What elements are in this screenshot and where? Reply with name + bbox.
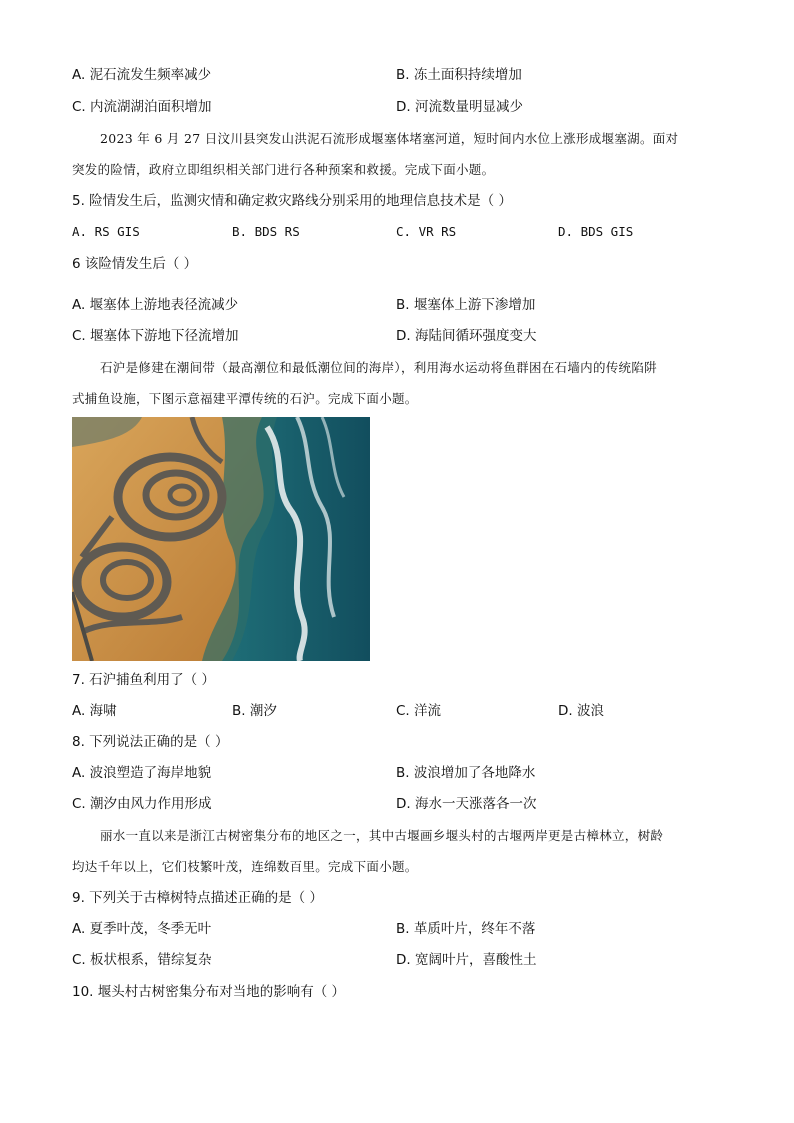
q6-option-a: A. 堰塞体上游地表径流减少 [72, 297, 239, 313]
q6-option-b: B. 堰塞体上游下渗增加 [396, 297, 536, 313]
q5-option-a: A. RS GIS [72, 224, 140, 239]
q5-stem: 5. 险情发生后，监测灾情和确定救灾路线分别采用的地理信息技术是（ ） [72, 193, 512, 209]
q7-option-a: A. 海啸 [72, 703, 117, 719]
q7-option-d: D. 波浪 [558, 703, 604, 719]
q7-option-c: C. 洋流 [396, 703, 442, 719]
q4-option-b: B. 冻土面积持续增加 [396, 67, 522, 83]
q6-option-d: D. 海陆间循环强度变大 [396, 328, 537, 344]
q5-option-c: C. VR RS [396, 224, 457, 239]
q7-stem: 7. 石沪捕鱼利用了（ ） [72, 672, 215, 688]
passage-2-line-1: 石沪是修建在潮间带（最高潮位和最低潮位间的海岸），利用海水运动将鱼群困在石墙内的传统陷阱 [100, 360, 657, 375]
q8-option-c: C. 潮汐由风力作用形成 [72, 796, 212, 812]
q9-option-d: D. 宽阔叶片，喜酸性土 [396, 952, 537, 968]
passage-1-line-2: 突发的险情，政府立即组织相关部门进行各种预案和救援。完成下面小题。 [72, 162, 495, 177]
q5-option-d: D. BDS GIS [558, 224, 634, 239]
q4-option-a: A. 泥石流发生频率减少 [72, 67, 212, 83]
q6-stem: 6 该险情发生后（ ） [72, 256, 198, 272]
q7-option-b: B. 潮汐 [232, 703, 277, 719]
q8-option-d: D. 海水一天涨落各一次 [396, 796, 537, 812]
passage-1-line-1: 2023 年 6 月 27 日汶川县突发山洪泥石流形成堰塞体堵塞河道，短时间内水位上涨形成堰塞湖。面对 [100, 131, 679, 146]
q8-stem: 8. 下列说法正确的是（ ） [72, 734, 229, 750]
passage-2-line-2: 式捕鱼设施，下图示意福建平潭传统的石沪。完成下面小题。 [72, 391, 418, 406]
passage-3-line-2: 均达千年以上，它们枝繁叶茂，连绵数百里。完成下面小题。 [72, 859, 418, 874]
q9-option-a: A. 夏季叶茂，冬季无叶 [72, 921, 212, 937]
q5-option-b: B. BDS RS [232, 224, 300, 239]
q10-stem: 10. 堰头村古树密集分布对当地的影响有（ ） [72, 984, 346, 1000]
stone-weir-photo [72, 417, 370, 661]
q4-option-c: C. 内流湖湖泊面积增加 [72, 99, 212, 115]
q9-stem: 9. 下列关于古樟树特点描述正确的是（ ） [72, 890, 323, 906]
q8-option-a: A. 波浪塑造了海岸地貌 [72, 765, 212, 781]
q8-option-b: B. 波浪增加了各地降水 [396, 765, 536, 781]
passage-3-line-1: 丽水一直以来是浙江古树密集分布的地区之一，其中古堰画乡堰头村的古堰两岸更是古樟林立，树龄 [100, 828, 664, 843]
q4-option-d: D. 河流数量明显减少 [396, 99, 523, 115]
q9-option-c: C. 板状根系，错综复杂 [72, 952, 212, 968]
q6-option-c: C. 堰塞体下游地下径流增加 [72, 328, 239, 344]
q9-option-b: B. 革质叶片，终年不落 [396, 921, 536, 937]
